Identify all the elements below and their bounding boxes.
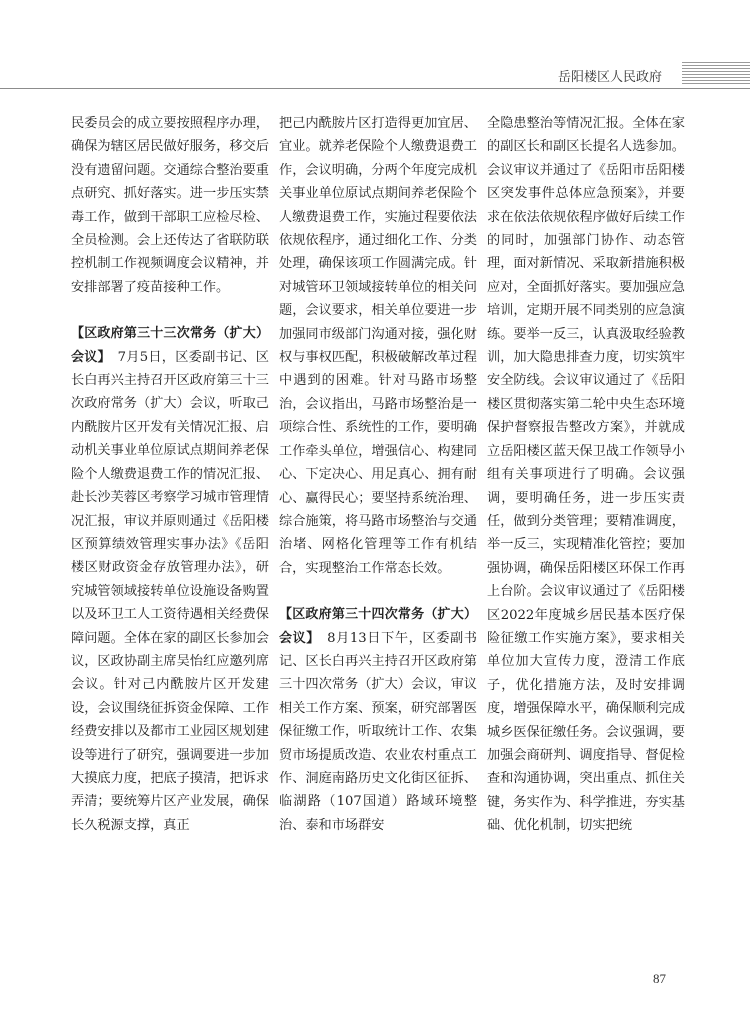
- paragraph: [279, 603, 477, 837]
- text-column-2: [279, 112, 477, 837]
- paragraph: 民委员会的成立要按照程序办理，确保为辖区居民做好服务，移交后没有遗留问题。交通综合整治要重点研究、抓好落实。进一步压实禁毒工作，做到干部职工应检尽检、全员检测。会上还传达了省联防联控机制工作视频调度会议精神，并安排部署了疫苗接种工作。: [71, 116, 269, 295]
- text-column-1: [71, 112, 269, 837]
- section-heading: 【区政府第三十四次常务（扩大）会议】: [279, 607, 477, 646]
- paragraph-body: 7月5日，区委副书记、区长白再兴主持召开区政府第三十三次政府常务（扩大）会议，听取己内酰胺片区开发有关情况汇报、启动机关事业单位原试点期间养老保险个人缴费退费工作的情况汇报、赴长沙芙蓉区考察学习城市管理情况汇报，审议并原则通过《岳阳楼区预算绩效管理实事办法》《岳阳楼区财政资金存放管理办法》，研究城管领域接转单位设施设备购置以及环卫工人工资待遇相关经费保障问题。全体在家的副区长参加会议，区政协副主席吴怡红应邀列席会议。针对己内酰胺片区开发建设，会议围绕征拆资金保障、工作经费安排以及都市工业园区规划建设等进行了研究，强调要进一步加大摸底力度，把底子摸清，把诉求弄清；要统筹片区产业发展，确保长久税源支撑，真正: [71, 349, 269, 833]
- paragraph: 全隐患整治等情况汇报。全体在家的副区长和副区长提名人选参加。会议审议并通过了《岳阳市岳阳楼区突发事件总体应急预案》，并要求在依法依规依程序做好后续工作的同时，加强部门协作、动态管理，面对新情况、采取新措施积极应对，全面抓好落实。要加强应急培训，定期开展不同类别的应急演练。要举一反三，认真汲取经验教训，加大隐患排查力度，切实筑牢安全防线。会议审议通过了《岳阳楼区贯彻落实第二轮中央生态环境保护督察报告整改方案》，并就成立岳阳楼区蓝天保卫战工作领导小组有关事项进行了明确。会议强调，要明确任务，进一步压实责任，做到分类管理；要精准调度，举一反三，实现精准化管控；要加强协调，确保岳阳楼区环保工作再上台阶。会议审议通过了《岳阳楼区2022年度城乡居民基本医疗保险征缴工作实施方案》，要求相关单位加大宣传力度，澄清工作底子，优化措施方法，及时安排调度，增强保障水平，确保顺利完成城乡医保征缴任务。会议强调，要加强会商研判、调度指导、督促检查和沟通协调，突出重点、抓住关键，务实作为、科学推进，夯实基础、优化机制，切实把统: [487, 116, 685, 834]
- paragraph: 把己内酰胺片区打造得更加宜居、宜业。就养老保险个人缴费退费工作，会议明确，分两个年度完成机关事业单位原试点期间养老保险个人缴费退费工作，实施过程要依法依规依程序，通过细化工作、分类处理，确保该项工作圆满完成。针对城管环卫领域接转单位的相关问题，会议要求，相关单位要进一步加强同市级部门沟通对接，强化财权与事权匹配，积极破解改革过程中遇到的困难。针对马路市场整治，会议指出，马路市场整治是一项综合性、系统性的工作，要明确工作牵头单位，增强信心、构建同心、下定决心、用足真心、拥有耐心、赢得民心；要坚持系统治理、综合施策，将马路市场整治与交通治堵、网格化管理等工作有机结合，实现整治工作常态长效。: [279, 116, 477, 576]
- running-header-title: 岳阳楼区人民政府: [558, 70, 663, 85]
- page-number: 87: [653, 971, 666, 986]
- paragraph: [71, 322, 269, 837]
- header-decoration-bars: [682, 62, 750, 86]
- header-rule: [0, 88, 750, 89]
- section-heading: 【区政府第三十三次常务（扩大）会议】: [71, 326, 269, 365]
- paragraph-body: 8月13日下午，区委副书记、区长白再兴主持召开区政府第三十四次常务（扩大）会议，审议相关工作方案、预案，研究部署医保征缴工作，听取统计工作、农集贸市场提质改造、农业农村重点工作、洞庭南路历史文化街区征拆、临湖路（107国道）路域环境整治、泰和市场群安: [279, 630, 477, 833]
- text-column-3: [487, 112, 685, 838]
